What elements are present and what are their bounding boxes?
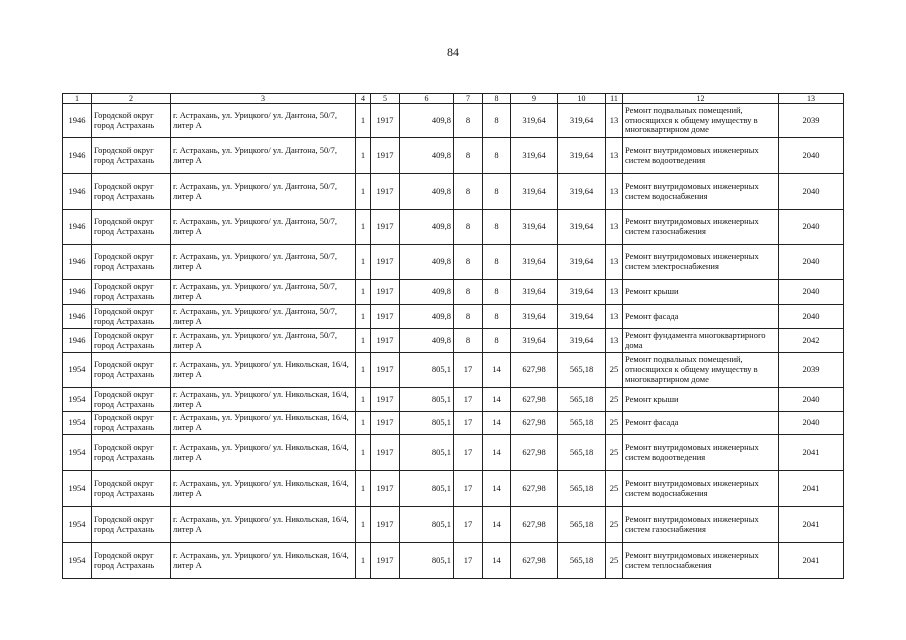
col-apartments: 8 [483,138,511,174]
col-number: 1946 [63,280,92,305]
col-municipality: Городской округ город Астрахань [92,543,171,579]
col-plan-year: 2042 [779,329,844,353]
col-plan-year: 2040 [779,388,844,412]
col-residents: 17 [454,353,483,388]
col-type: 1 [356,329,371,353]
col-plan-year: 2039 [779,104,844,138]
col-living-area: 627,98 [511,471,558,507]
col-private-area: 565,18 [558,412,606,435]
table-row [63,280,844,305]
col-type: 1 [356,471,371,507]
col-apartments: 14 [483,435,511,471]
col-type: 1 [356,388,371,412]
col-work-type: Ремонт фасада [623,305,779,329]
col-address: г. Астрахань, ул. Урицкого/ ул. Дантона, 50/7, литер А [171,174,356,210]
col-living-area: 627,98 [511,388,558,412]
col-year: 1917 [371,245,400,280]
col-apartments: 14 [483,388,511,412]
col-apartments: 8 [483,329,511,353]
col-apartments: 14 [483,543,511,579]
table-row [63,543,844,579]
col-address: г. Астрахань, ул. Урицкого/ ул. Дантона, 50/7, литер А [171,104,356,138]
col-type: 1 [356,210,371,245]
col-residents: 8 [454,138,483,174]
col-municipality: Городской округ город Астрахань [92,138,171,174]
col-address: г. Астрахань, ул. Урицкого/ ул. Дантона, 50/7, литер А [171,245,356,280]
col-work-type: Ремонт внутридомовых инженерных систем газоснабжения [623,210,779,245]
col-apartments-private: 13 [606,305,623,329]
col-area: 409,8 [400,245,454,280]
col-apartments: 14 [483,471,511,507]
col-year: 1917 [371,353,400,388]
col-address: г. Астрахань, ул. Урицкого/ ул. Никольская, 16/4, литер А [171,507,356,543]
header-cell-11: 11 [606,94,623,104]
col-apartments-private: 13 [606,104,623,138]
col-address: г. Астрахань, ул. Урицкого/ ул. Никольская, 16/4, литер А [171,543,356,579]
col-living-area: 319,64 [511,210,558,245]
col-living-area: 319,64 [511,174,558,210]
col-address: г. Астрахань, ул. Урицкого/ ул. Никольская, 16/4, литер А [171,388,356,412]
col-apartments-private: 13 [606,174,623,210]
col-type: 1 [356,507,371,543]
col-apartments: 14 [483,412,511,435]
col-apartments: 8 [483,104,511,138]
col-residents: 8 [454,305,483,329]
col-area: 805,1 [400,435,454,471]
col-municipality: Городской округ город Астрахань [92,412,171,435]
col-work-type: Ремонт фасада [623,412,779,435]
header-cell-10: 10 [558,94,606,104]
col-residents: 8 [454,245,483,280]
col-private-area: 319,64 [558,210,606,245]
col-type: 1 [356,412,371,435]
col-private-area: 565,18 [558,543,606,579]
col-plan-year: 2040 [779,138,844,174]
col-number: 1946 [63,245,92,280]
col-type: 1 [356,138,371,174]
col-plan-year: 2040 [779,280,844,305]
header-cell-13: 13 [779,94,844,104]
col-work-type: Ремонт внутридомовых инженерных систем водоснабжения [623,174,779,210]
page-number: 84 [447,45,459,59]
col-number: 1946 [63,104,92,138]
col-municipality: Городской округ город Астрахань [92,280,171,305]
col-municipality: Городской округ город Астрахань [92,210,171,245]
table-row [63,210,844,245]
table-row [63,412,844,435]
col-area: 805,1 [400,353,454,388]
col-apartments: 8 [483,210,511,245]
col-type: 1 [356,353,371,388]
col-residents: 17 [454,471,483,507]
table-row [63,305,844,329]
col-year: 1917 [371,412,400,435]
col-private-area: 319,64 [558,174,606,210]
col-apartments-private: 25 [606,388,623,412]
col-plan-year: 2040 [779,174,844,210]
col-municipality: Городской округ город Астрахань [92,174,171,210]
col-area: 409,8 [400,305,454,329]
col-apartments-private: 25 [606,471,623,507]
table-row [63,435,844,471]
col-residents: 8 [454,104,483,138]
col-residents: 17 [454,543,483,579]
col-plan-year: 2041 [779,543,844,579]
col-type: 1 [356,245,371,280]
col-type: 1 [356,104,371,138]
col-apartments-private: 13 [606,245,623,280]
col-municipality: Городской округ город Астрахань [92,245,171,280]
col-plan-year: 2040 [779,305,844,329]
col-residents: 8 [454,280,483,305]
col-number: 1954 [63,543,92,579]
col-number: 1954 [63,388,92,412]
col-private-area: 319,64 [558,138,606,174]
col-living-area: 627,98 [511,353,558,388]
col-residents: 17 [454,507,483,543]
col-municipality: Городской округ город Астрахань [92,507,171,543]
col-work-type: Ремонт крыши [623,388,779,412]
col-residents: 8 [454,329,483,353]
col-year: 1917 [371,329,400,353]
col-apartments-private: 25 [606,412,623,435]
col-address: г. Астрахань, ул. Урицкого/ ул. Дантона, 50/7, литер А [171,280,356,305]
col-area: 409,8 [400,329,454,353]
col-living-area: 319,64 [511,104,558,138]
col-plan-year: 2041 [779,507,844,543]
col-area: 805,1 [400,471,454,507]
header-row [63,94,844,104]
header-cell-6: 6 [400,94,454,104]
col-address: г. Астрахань, ул. Урицкого/ ул. Никольская, 16/4, литер А [171,412,356,435]
col-municipality: Городской округ город Астрахань [92,104,171,138]
col-private-area: 565,18 [558,471,606,507]
col-area: 409,8 [400,174,454,210]
header-cell-7: 7 [454,94,483,104]
col-living-area: 319,64 [511,138,558,174]
col-apartments: 8 [483,305,511,329]
col-year: 1917 [371,471,400,507]
col-work-type: Ремонт подвальных помещений, относящихся к общему имуществу в многоквартирном доме [623,353,779,388]
col-address: г. Астрахань, ул. Урицкого/ ул. Дантона, 50/7, литер А [171,305,356,329]
col-municipality: Городской округ город Астрахань [92,435,171,471]
col-municipality: Городской округ город Астрахань [92,305,171,329]
col-residents: 17 [454,388,483,412]
col-year: 1917 [371,104,400,138]
col-number: 1954 [63,412,92,435]
col-living-area: 627,98 [511,543,558,579]
col-number: 1946 [63,138,92,174]
col-private-area: 319,64 [558,280,606,305]
col-plan-year: 2040 [779,210,844,245]
col-apartments-private: 25 [606,435,623,471]
col-type: 1 [356,435,371,471]
col-area: 409,8 [400,280,454,305]
col-apartments: 14 [483,353,511,388]
header-cell-8: 8 [483,94,511,104]
col-apartments-private: 25 [606,353,623,388]
col-area: 805,1 [400,412,454,435]
col-number: 1954 [63,353,92,388]
col-living-area: 319,64 [511,329,558,353]
col-residents: 17 [454,435,483,471]
col-year: 1917 [371,507,400,543]
col-living-area: 319,64 [511,305,558,329]
table-row [63,138,844,174]
col-private-area: 565,18 [558,353,606,388]
col-apartments-private: 25 [606,507,623,543]
col-year: 1917 [371,435,400,471]
col-year: 1917 [371,388,400,412]
col-work-type: Ремонт крыши [623,280,779,305]
col-living-area: 319,64 [511,280,558,305]
table-row [63,174,844,210]
col-apartments: 14 [483,507,511,543]
header-cell-4: 4 [356,94,371,104]
col-work-type: Ремонт внутридомовых инженерных систем водоотведения [623,138,779,174]
col-year: 1917 [371,305,400,329]
col-living-area: 627,98 [511,412,558,435]
col-apartments-private: 13 [606,210,623,245]
col-private-area: 319,64 [558,104,606,138]
table-row [63,104,844,138]
col-address: г. Астрахань, ул. Урицкого/ ул. Никольская, 16/4, литер А [171,435,356,471]
col-plan-year: 2041 [779,435,844,471]
col-living-area: 627,98 [511,435,558,471]
col-address: г. Астрахань, ул. Урицкого/ ул. Никольская, 16/4, литер А [171,353,356,388]
col-number: 1954 [63,435,92,471]
col-work-type: Ремонт внутридомовых инженерных систем газоснабжения [623,507,779,543]
col-area: 409,8 [400,104,454,138]
col-residents: 8 [454,174,483,210]
col-type: 1 [356,305,371,329]
col-number: 1946 [63,305,92,329]
col-plan-year: 2041 [779,471,844,507]
col-address: г. Астрахань, ул. Урицкого/ ул. Дантона, 50/7, литер А [171,329,356,353]
header-cell-5: 5 [371,94,400,104]
col-residents: 17 [454,412,483,435]
col-address: г. Астрахань, ул. Урицкого/ ул. Дантона, 50/7, литер А [171,210,356,245]
col-apartments-private: 13 [606,138,623,174]
col-apartments-private: 13 [606,329,623,353]
col-type: 1 [356,174,371,210]
col-number: 1946 [63,210,92,245]
col-year: 1917 [371,543,400,579]
table-row [63,353,844,388]
col-work-type: Ремонт внутридомовых инженерных систем водоотведения [623,435,779,471]
table-body [63,94,844,579]
table-row [63,471,844,507]
col-plan-year: 2039 [779,353,844,388]
col-apartments: 8 [483,280,511,305]
col-living-area: 319,64 [511,245,558,280]
col-area: 805,1 [400,507,454,543]
col-living-area: 627,98 [511,507,558,543]
col-private-area: 319,64 [558,245,606,280]
col-work-type: Ремонт внутридомовых инженерных систем теплоснабжения [623,543,779,579]
header-cell-9: 9 [511,94,558,104]
col-municipality: Городской округ город Астрахань [92,353,171,388]
col-work-type: Ремонт подвальных помещений, относящихся к общему имуществу в многоквартирном доме [623,104,779,138]
col-area: 409,8 [400,138,454,174]
col-private-area: 319,64 [558,305,606,329]
table-row [63,245,844,280]
col-private-area: 319,64 [558,329,606,353]
col-plan-year: 2040 [779,245,844,280]
col-number: 1946 [63,329,92,353]
col-private-area: 565,18 [558,435,606,471]
capital-repair-table [62,93,844,579]
col-work-type: Ремонт фундамента многоквартирного дома [623,329,779,353]
col-apartments-private: 13 [606,280,623,305]
col-municipality: Городской округ город Астрахань [92,388,171,412]
col-area: 409,8 [400,210,454,245]
header-cell-3: 3 [171,94,356,104]
col-number: 1946 [63,174,92,210]
col-type: 1 [356,280,371,305]
col-work-type: Ремонт внутридомовых инженерных систем водоснабжения [623,471,779,507]
col-apartments: 8 [483,245,511,280]
col-year: 1917 [371,174,400,210]
col-plan-year: 2040 [779,412,844,435]
table-row [63,507,844,543]
col-work-type: Ремонт внутридомовых инженерных систем электроснабжения [623,245,779,280]
col-address: г. Астрахань, ул. Урицкого/ ул. Дантона, 50/7, литер А [171,138,356,174]
table-row [63,329,844,353]
col-apartments: 8 [483,174,511,210]
col-residents: 8 [454,210,483,245]
col-year: 1917 [371,138,400,174]
header-cell-1: 1 [63,94,92,104]
col-municipality: Городской округ город Астрахань [92,471,171,507]
col-year: 1917 [371,280,400,305]
col-municipality: Городской округ город Астрахань [92,329,171,353]
header-cell-12: 12 [623,94,779,104]
col-apartments-private: 25 [606,543,623,579]
col-private-area: 565,18 [558,507,606,543]
header-cell-2: 2 [92,94,171,104]
col-private-area: 565,18 [558,388,606,412]
col-year: 1917 [371,210,400,245]
col-number: 1954 [63,471,92,507]
table-row [63,388,844,412]
col-address: г. Астрахань, ул. Урицкого/ ул. Никольская, 16/4, литер А [171,471,356,507]
col-area: 805,1 [400,388,454,412]
col-type: 1 [356,543,371,579]
col-area: 805,1 [400,543,454,579]
col-number: 1954 [63,507,92,543]
